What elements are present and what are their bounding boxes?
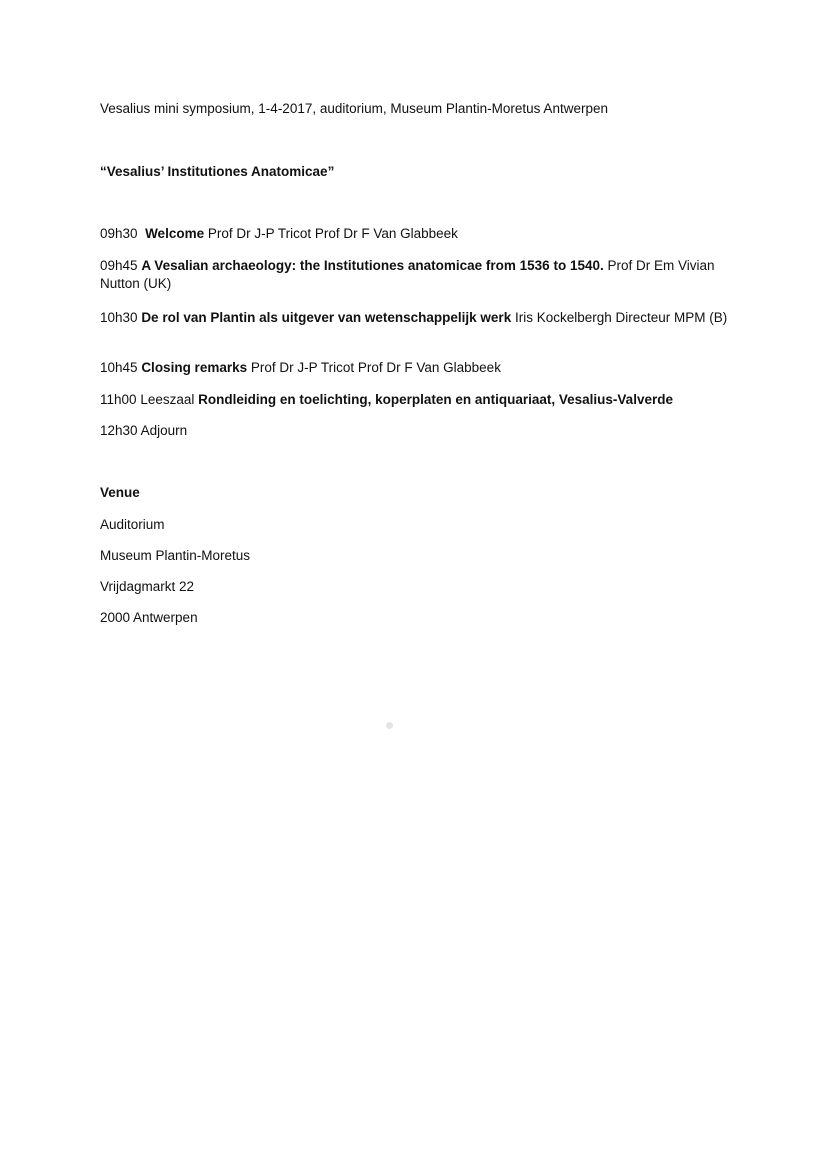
venue-line: Vrijdagmarkt 22	[100, 579, 195, 594]
program-item	[100, 257, 730, 293]
program-item	[100, 422, 187, 440]
program-title: Adjourn	[140, 423, 188, 438]
program-time: 09h45	[100, 258, 138, 273]
program-speakers: Prof Dr J-P Tricot Prof Dr F Van Glabbeek	[204, 226, 458, 241]
faint-dot-mark	[386, 722, 393, 729]
program-speakers: Iris Kockelbergh Directeur MPM (B)	[511, 310, 728, 325]
program-speakers: Prof Dr Em Vivian Nutton (UK)	[100, 258, 715, 291]
program-title: Closing remarks	[141, 360, 248, 375]
program-title: De rol van Plantin als uitgever van wetenschappelijk werk	[141, 310, 512, 325]
program-speakers: Prof Dr J-P Tricot Prof Dr F Van Glabbeek	[247, 360, 501, 375]
venue-heading: Venue	[100, 485, 140, 500]
event-line: Vesalius mini symposium, 1-4-2017, auditorium, Museum Plantin-Moretus Antwerpen	[100, 101, 608, 116]
program-time: 11h00	[100, 392, 137, 407]
program-title: Welcome	[145, 226, 205, 241]
program-time: 12h30	[100, 423, 138, 438]
program-item	[100, 309, 730, 327]
document-title: “Vesalius’ Institutiones Anatomicae”	[100, 164, 335, 179]
program-title: Rondleiding en toelichting, koperplaten en antiquariaat, Vesalius-Valverde	[198, 392, 673, 407]
venue-line: Auditorium	[100, 517, 165, 532]
venue-line: Museum Plantin-Moretus	[100, 548, 251, 563]
program-time: 10h45	[100, 360, 138, 375]
program-item	[100, 391, 673, 409]
program-title: A Vesalian archaeology: the Institutiones anatomicae from 1536 to 1540.	[141, 258, 604, 273]
program-time: 10h30	[100, 310, 138, 325]
program-time: 09h30	[100, 226, 138, 241]
program-location: Leeszaal	[140, 392, 199, 407]
program-item	[100, 359, 501, 377]
program-item	[100, 225, 458, 243]
venue-line: 2000 Antwerpen	[100, 610, 198, 625]
